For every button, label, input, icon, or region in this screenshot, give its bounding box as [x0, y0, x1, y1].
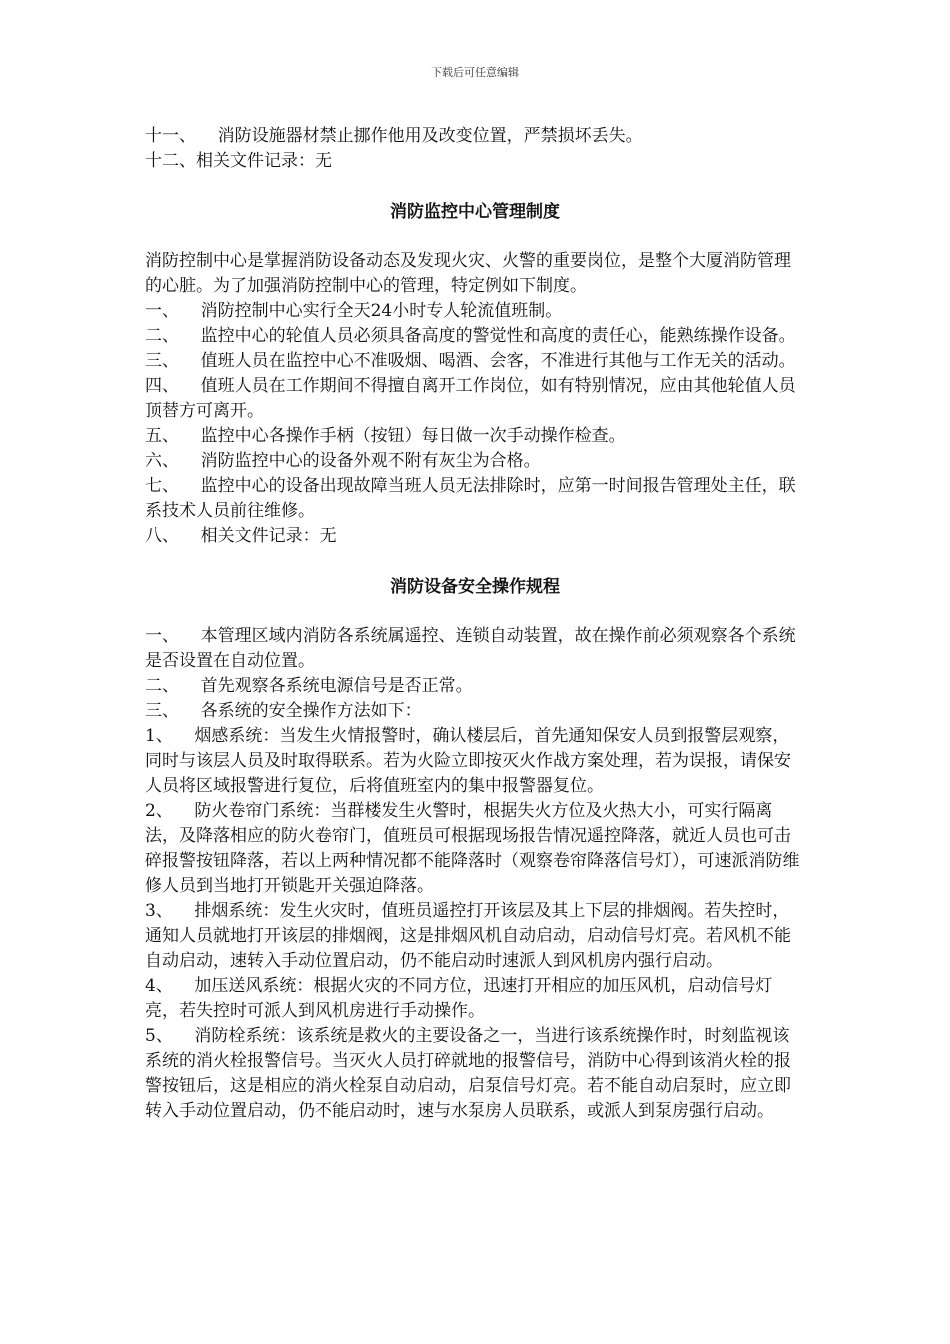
list-item: 十一、 消防设施器材禁止挪作他用及改变位置，严禁损坏丢失。 [145, 126, 643, 146]
paragraph: 消防控制中心是掌握消防设备动态及发现火灾、火警的重要岗位，是整个大厦消防管理的心脏。为了加强消防控制中心的管理，特定例如下制度。 [145, 251, 791, 296]
list-item: 2、 防火卷帘门系统：当群楼发生火警时，根据失火方位及火热大小，可实行隔离法，及降落相应的防火卷帘门，值班员可根据现场报告情况遥控降落，就近人员也可击碎报警按钮降落，若以上两种情况都不能降落时（观察卷帘降落信号灯），可速派消防维修人员到当地打开锁匙开关强迫降落。 [145, 801, 800, 896]
list-item: 十二、相关文件记录：无 [145, 151, 332, 171]
list-item: 五、 监控中心各操作手柄（按钮）每日做一次手动操作检查。 [145, 426, 626, 446]
list-item: 六、 消防监控中心的设备外观不附有灰尘为合格。 [145, 451, 541, 471]
list-item: 4、 加压送风系统：根据火灾的不同方位，迅速打开相应的加压风机，启动信号灯亮，若失控时可派人到风机房进行手动操作。 [145, 976, 773, 1021]
list-item: 5、 消防栓系统：该系统是救火的主要设备之一，当进行该系统操作时，时刻监视该系统的消火栓报警信号。当灭火人员打碎就地的报警信号，消防中心得到该消火栓的报警按钮后，这是相应的消火栓泵自动启动，启泵信号灯亮。若不能自动启泵时，应立即转入手动位置启动，仍不能启动时，速与水泵房人员联系，或派人到泵房强行启动。 [145, 1026, 791, 1121]
list-item: 三、 值班人员在监控中心不准吸烟、喝酒、会客，不准进行其他与工作无关的活动。 [145, 351, 796, 371]
list-item: 八、 相关文件记录：无 [145, 526, 337, 546]
list-item: 四、 值班人员在工作期间不得擅自离开工作岗位，如有特别情况，应由其他轮值人员顶替方可离开。 [145, 376, 796, 421]
list-item: 七、 监控中心的设备出现故障当班人员无法排除时，应第一时间报告管理处主任，联系技术人员前往维修。 [145, 476, 796, 521]
list-item: 3、 排烟系统：发生火灾时，值班员遥控打开该层及其上下层的排烟阀。若失控时，通知人员就地打开该层的排烟阀，这是排烟风机自动启动，启动信号灯亮。若风机不能自动启动，速转入手动位置启动，仍不能启动时速派人到风机房内强行启动。 [145, 901, 791, 971]
list-item: 一、 本管理区域内消防各系统属遥控、连锁自动装置，故在操作前必须观察各个系统是否设置在自动位置。 [145, 626, 796, 671]
list-item: 二、 首先观察各系统电源信号是否正常。 [145, 676, 473, 696]
list-item: 1、 烟感系统：当发生火情报警时，确认楼层后，首先通知保安人员到报警层观察，同时与该层人员及时取得联系。若为火险立即按灭火作战方案处理，若为误报，请保安人员将区域报警进行复位，后将值班室内的集中报警器复位。 [145, 726, 791, 796]
section-title: 消防监控中心管理制度 [390, 202, 560, 222]
list-item: 二、 监控中心的轮值人员必须具备高度的警觉性和高度的责任心，能熟练操作设备。 [145, 326, 796, 346]
list-item: 三、 各系统的安全操作方法如下： [145, 701, 422, 721]
section-title: 消防设备安全操作规程 [390, 577, 560, 597]
page-header: 下载后可任意编辑 [431, 66, 519, 79]
list-item: 一、 消防控制中心实行全天24小时专人轮流值班制。 [145, 301, 563, 321]
document-body [145, 124, 805, 1124]
